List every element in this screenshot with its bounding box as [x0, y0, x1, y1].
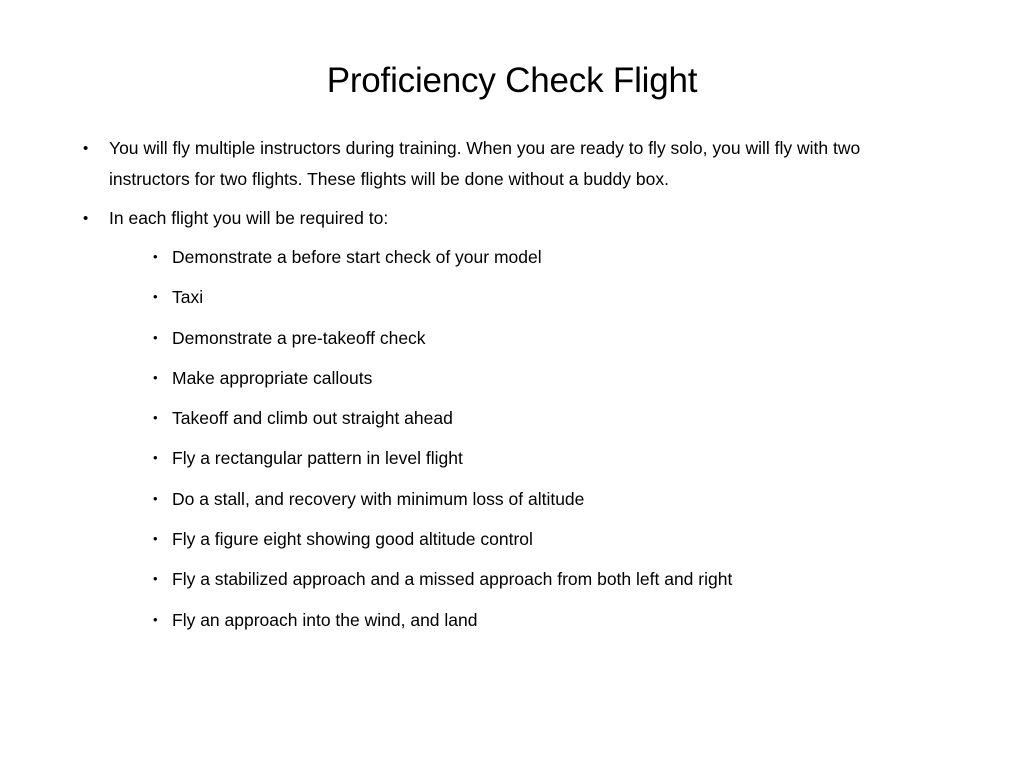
bullet-icon: • [153, 289, 158, 305]
requirement-text: Fly a rectangular pattern in level flight [172, 448, 463, 469]
bullet-icon: • [153, 450, 158, 466]
bullet-icon: • [83, 140, 89, 157]
requirement-text: Demonstrate a pre-takeoff check [172, 327, 426, 348]
bullet-icon: • [153, 249, 158, 264]
requirement-text: Takeoff and climb out straight ahead [172, 408, 453, 429]
requirement-item [152, 443, 852, 483]
requirement-item [152, 403, 852, 443]
requirement-text: Fly an approach into the wind, and land [172, 609, 478, 630]
bullet-icon: • [153, 611, 158, 627]
requirement-item [152, 484, 852, 524]
requirement-text: Do a stall, and recovery with minimum loss of altitude [172, 488, 585, 509]
main-point-text: You will fly multiple instructors during training. When you are ready to fly solo, you will fly with two instructors for two flights. These flights will be done without a buddy box. [109, 138, 861, 189]
requirement-text: Fly a figure eight showing good altitude control [172, 529, 533, 550]
bullet-icon: • [83, 210, 89, 227]
bullet-icon: • [153, 369, 158, 385]
main-list-item [81, 203, 941, 234]
requirement-item [152, 564, 852, 604]
main-list-item [81, 133, 941, 195]
bullet-icon: • [153, 329, 158, 345]
requirement-text: Make appropriate callouts [172, 367, 373, 388]
requirement-item [152, 363, 852, 403]
requirements-list [152, 242, 852, 645]
main-point-text: In each flight you will be required to: [109, 208, 389, 228]
requirement-text: Fly a stabilized approach and a missed approach from both left and right [172, 569, 733, 590]
requirement-text: Demonstrate a before start check of your model [172, 247, 542, 267]
requirement-item [152, 605, 852, 645]
slide-title: Proficiency Check Flight [326, 61, 698, 100]
bullet-icon: • [153, 490, 158, 506]
requirement-item [152, 323, 852, 363]
requirement-text: Taxi [172, 287, 204, 308]
requirement-item [152, 242, 852, 282]
main-bullet-list [81, 133, 941, 242]
bullet-icon: • [153, 531, 158, 547]
bullet-icon: • [153, 410, 158, 426]
bullet-icon: • [153, 571, 158, 587]
requirement-item [152, 282, 852, 322]
requirement-item [152, 524, 852, 564]
